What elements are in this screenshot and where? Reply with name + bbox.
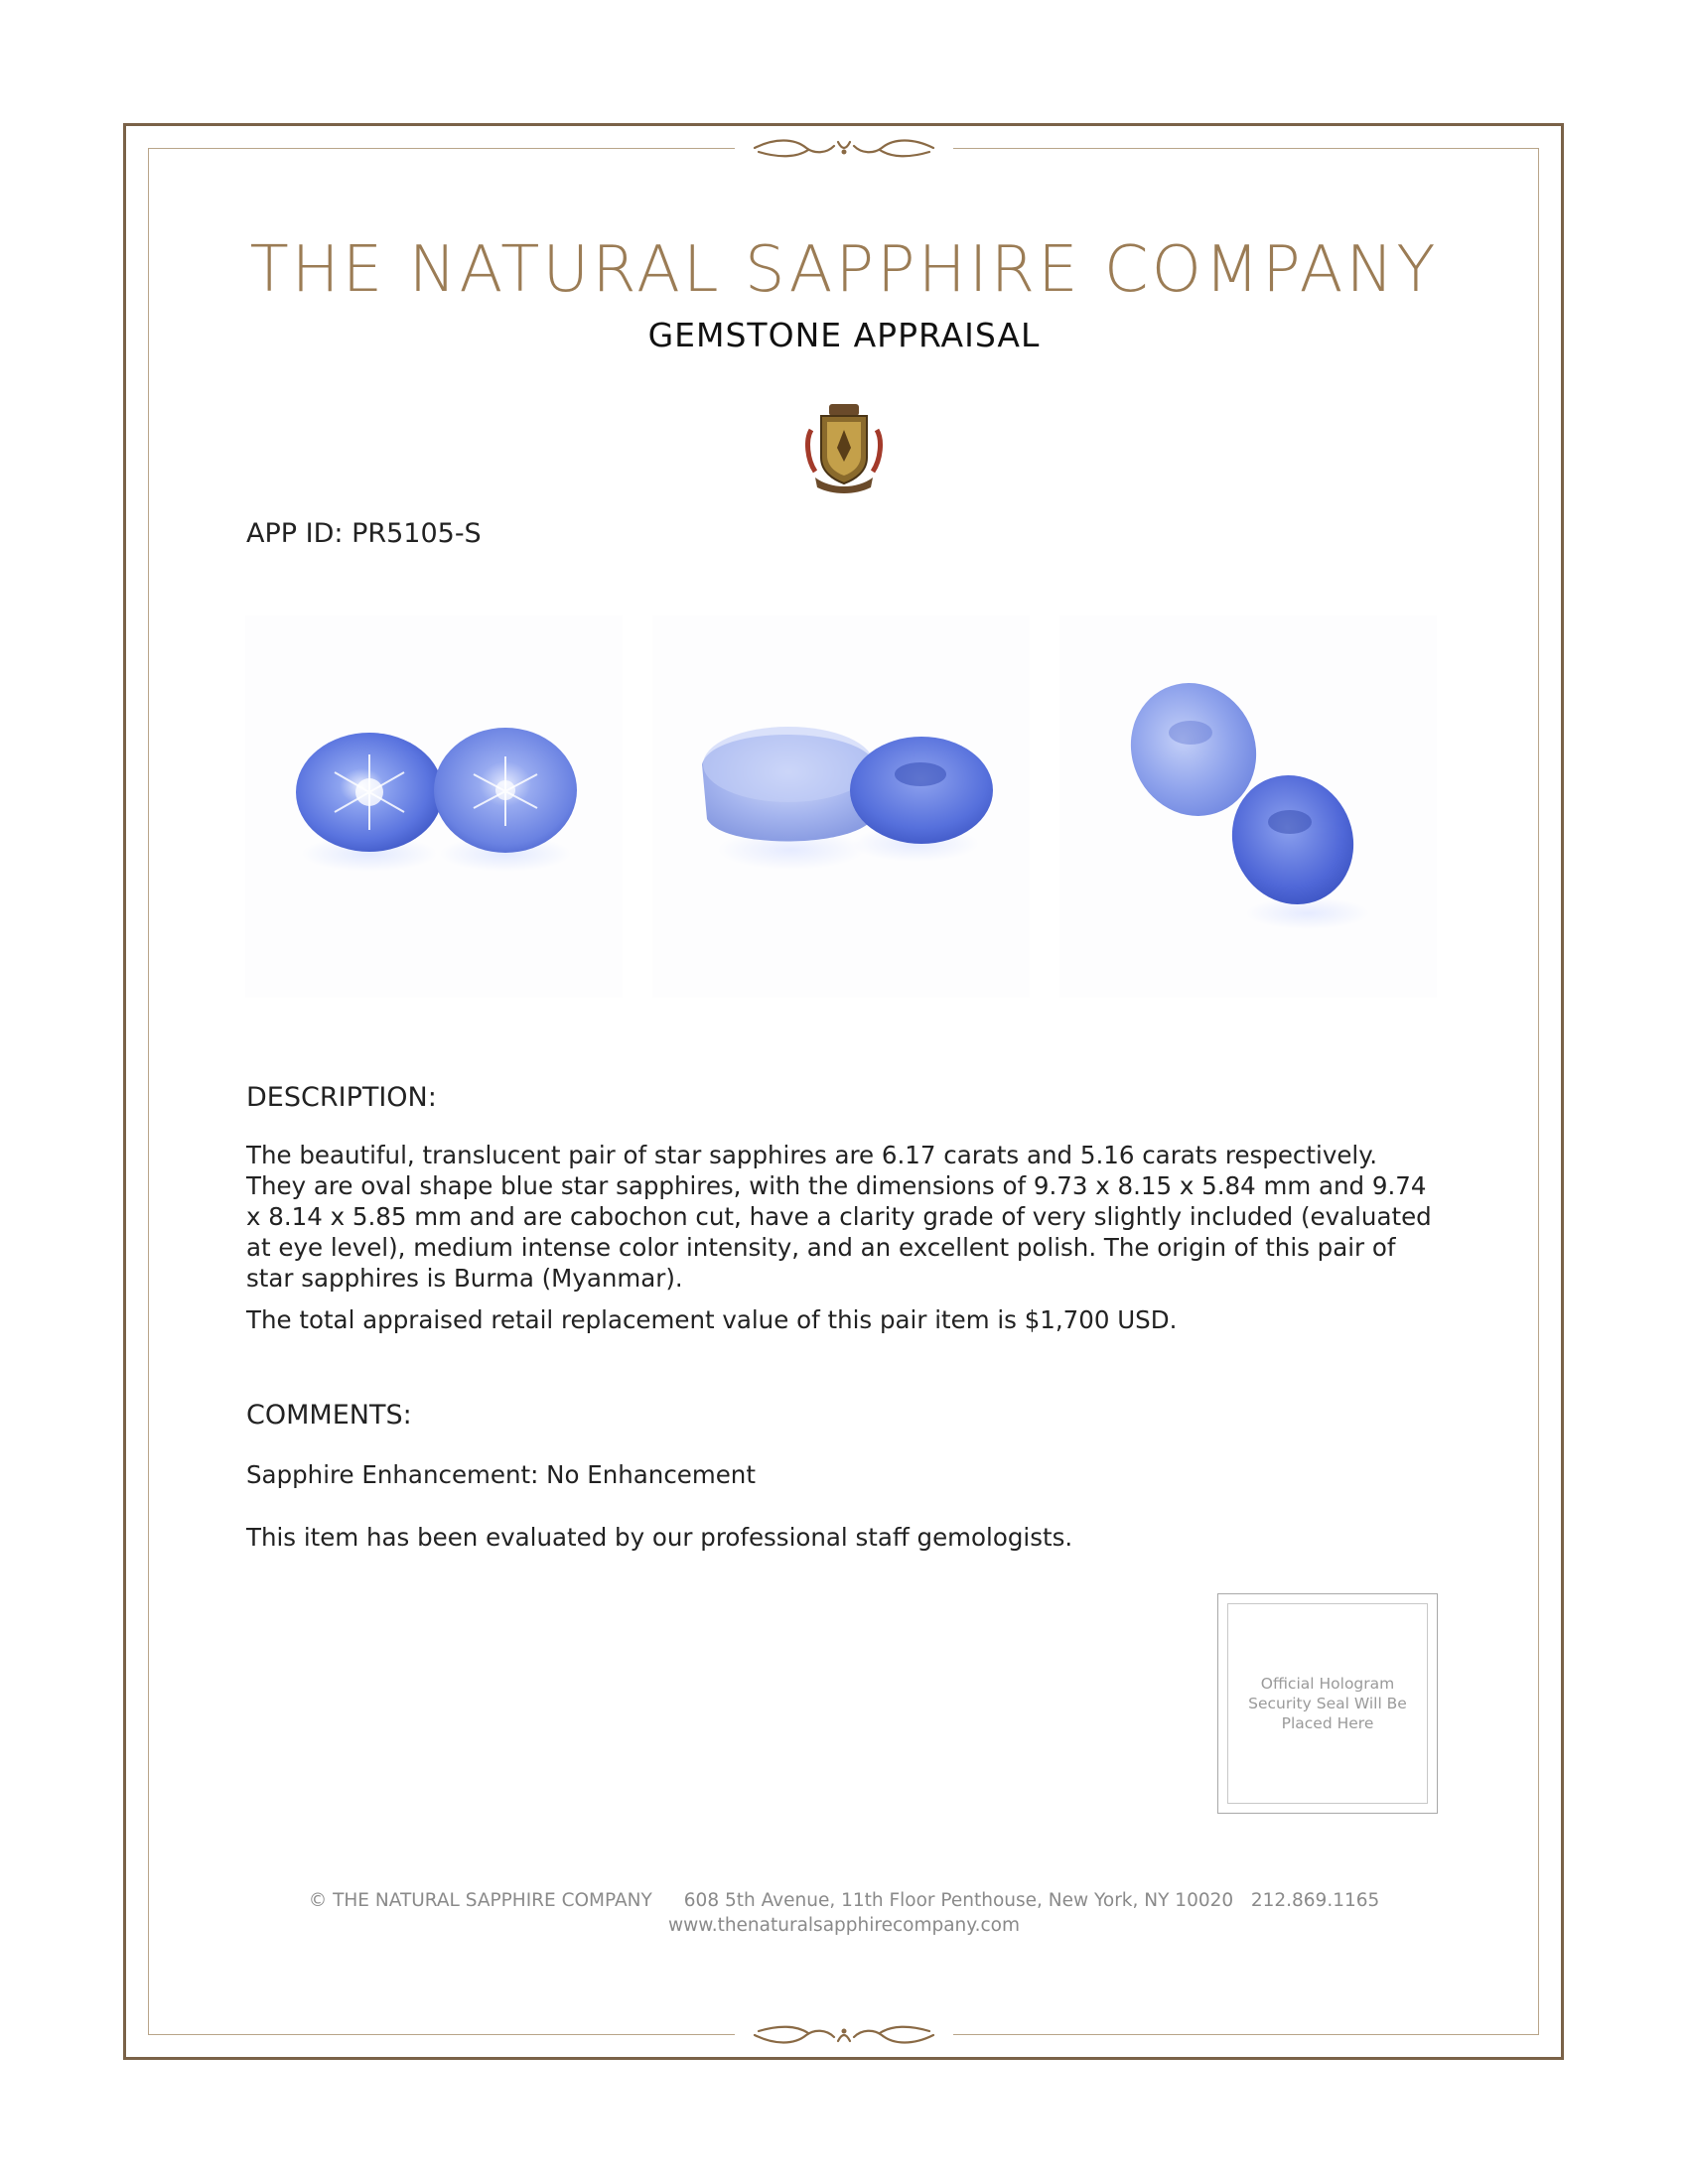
description-text: The beautiful, translucent pair of star sapphires are 6.17 carats and 5.16 carats respectively. They are oval shape blue star sapphires, with the dimensions of 9.73 x 8.15 x 5.84 mm and 9.74 x 8.14 x 5.85 mm and are cabochon cut, have a clarity grade of very slightly included (evaluated at eye level), medium intense color intensity, and an excellent polish. The origin of this pair of star sapphires is Burma (Myanmar). [246, 1141, 1432, 1293]
gem-photo-angled-view [1059, 615, 1437, 998]
bottom-ornament-icon [735, 2017, 953, 2053]
hologram-seal-text: Official Hologram Security Seal Will Be Placed Here [1248, 1675, 1407, 1732]
company-name: THE NATURAL SAPPHIRE COMPANY [249, 233, 1439, 307]
footer-phone: 212.869.1165 [1250, 1890, 1380, 1911]
document-title: GEMSTONE APPRAISAL [647, 316, 1041, 354]
footer-copyright: © THE NATURAL SAPPHIRE COMPANY [308, 1890, 652, 1911]
footer-address: 608 5th Avenue, 11th Floor Penthouse, New York, NY 10020 [683, 1890, 1234, 1911]
description-label: DESCRIPTION: [246, 1082, 437, 1113]
heraldic-crest-icon [801, 400, 887, 495]
footer-line-1 [149, 1888, 1539, 1913]
app-id-value: PR5105-S [352, 518, 482, 549]
gem-photo-side-view [652, 615, 1030, 998]
footer [149, 1888, 1539, 1938]
footer-website[interactable]: www.thenaturalsapphirecompany.com [668, 1915, 1020, 1936]
hologram-seal-inner [1227, 1603, 1428, 1804]
app-id [246, 518, 482, 549]
evaluation-text: This item has been evaluated by our professional staff gemologists. [246, 1523, 1073, 1552]
appraised-value-text: The total appraised retail replacement value of this pair item is $1,700 USD. [246, 1305, 1178, 1334]
comments-label: COMMENTS: [246, 1400, 412, 1431]
app-id-label: APP ID: [246, 518, 344, 549]
top-ornament-icon [735, 130, 953, 166]
enhancement-text: Sapphire Enhancement: No Enhancement [246, 1460, 756, 1489]
gem-photo-top-view [245, 615, 623, 998]
